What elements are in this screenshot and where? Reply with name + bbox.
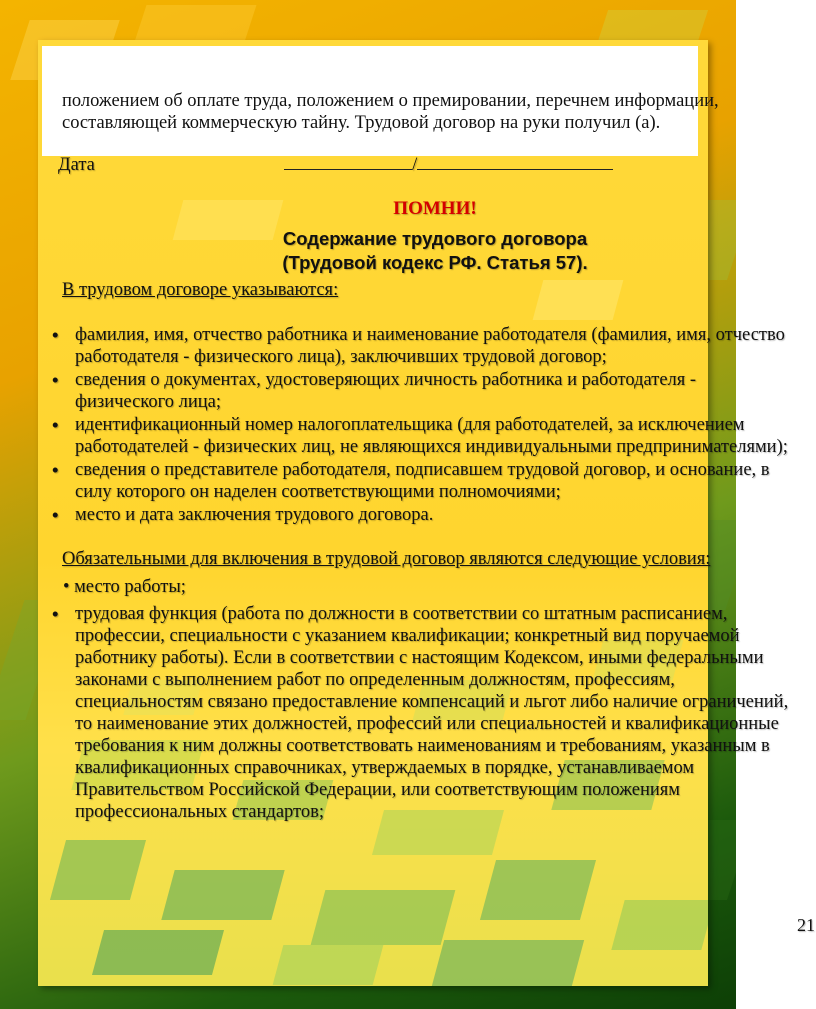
top-paragraph: положением об оплате труда, положением о премировании, перечнем информации, составляющей коммерческую тайну. Трудовой договор на руки получил (а). [62, 91, 719, 133]
date-blank-2 [417, 153, 613, 170]
date-label: Дата [58, 155, 95, 175]
list-item: • сведения о представителе работодателя, подписавшем трудовой договор, и основание, в силу которого он наделен соответствующими полномочиями; [52, 459, 792, 503]
date-line [58, 153, 658, 176]
reminder-heading: ПОМНИ! [393, 198, 477, 219]
date-blank-1 [284, 153, 412, 170]
section1-list [52, 324, 792, 527]
list-item: • сведения о документах, удостоверяющих личность работника и работодателя - физического лица; [52, 369, 792, 413]
list-item: • фамилия, имя, отчество работника и наименование работодателя (фамилия, имя, отчество работодателя - физического лица), заключивших трудовой договор; [52, 324, 792, 368]
section1-intro: В трудовом договоре указываются: [62, 280, 339, 300]
section2-intro: Обязательными для включения в трудовой договор являются следующие условия: [62, 549, 711, 569]
list-item: • место работы; [63, 577, 186, 597]
list-item: • идентификационный номер налогоплательщика (для работодателей, за исключением работодателей - физических лиц, не являющихся индивидуальными предпринимателями); [52, 414, 792, 458]
section-title: Содержание трудового договора [282, 228, 588, 249]
date-separator: / [412, 155, 418, 175]
list-item: • место и дата заключения трудового договора. [52, 504, 792, 526]
page-number: 21 [797, 915, 815, 935]
section-subtitle: (Трудовой кодекс РФ. Статья 57). [282, 252, 588, 273]
section2-list [52, 576, 792, 823]
list-item: • трудовая функция (работа по должности в соответствии со штатным расписанием, профессии, специальности с указанием квалификации; конкретный вид поручаемой работнику работы). Если в соответствии с настоящим Кодексом, иными федеральными законами с выполнением работ по определенным должностям, профессиям, специальностям связано предоставление компенсаций и льгот либо наличие ограничений, то наименование этих должностей, профессий или специальностей и квалификационные требования к ним должны соответствовать наименованиям и требованиям, указанным в квалификационных справочниках, утверждаемых в порядке, устанавливаемом Правительством Российской Федерации, или соответствующим положениям профессиональных стандартов; [52, 603, 792, 823]
